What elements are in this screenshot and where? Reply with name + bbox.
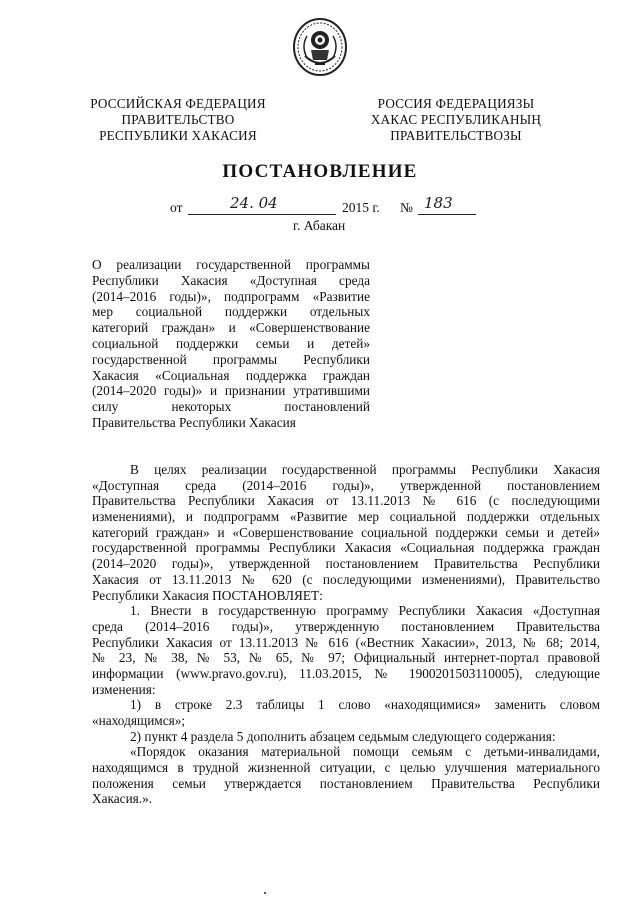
body-line: положения семьи утверждается постановлением Правительства Республики (92, 775, 600, 791)
body-line: Республики Хакасия от 13.11.2013 № 616 («Вестник Хакасии», 2013, № 68; 2014, (92, 634, 600, 650)
number-label: № (400, 200, 413, 215)
body-line: среда (2014–2016 годы)», утвержденную постановлением Правительства (92, 618, 600, 634)
subject-line: О реализации государственной программы (92, 257, 370, 272)
subject-line: социальной поддержки семьи и детей» (92, 335, 370, 351)
header-left-line: РЕСПУБЛИКИ ХАКАСИЯ (99, 128, 257, 143)
document-title: ПОСТАНОВЛЕНИЕ (222, 161, 418, 182)
body-line: государственной программы Республики Хакасия «Социальная поддержка граждан (92, 540, 600, 556)
body-text (92, 462, 600, 807)
header-left-line: ПРАВИТЕЛЬСТВО (121, 112, 235, 127)
body-line: изменения: (92, 681, 156, 697)
subject-line: Хакасия «Социальная поддержка граждан (92, 367, 370, 383)
body-line: «Доступная среда (2014–2016 годы)», утвержденной постановлением (92, 477, 600, 493)
body-line: Республики Хакасия ПОСТАНОВЛЯЕТ: (92, 587, 323, 603)
handwritten-date: 24. 04 (230, 194, 278, 212)
subject-line: Республики Хакасия «Доступная среда (92, 272, 370, 288)
date-from-label: от (170, 200, 183, 215)
subject-block (92, 257, 370, 431)
subject-line: Правительства Республики Хакасия (92, 414, 296, 430)
scan-speck (264, 892, 266, 894)
subject-line: категорий граждан» и «Совершенствование (92, 320, 370, 336)
subject-line: (2014–2016 годы)», подпрограмм «Развитие (92, 288, 370, 304)
header-right (336, 96, 576, 144)
body-line: Хакасия.». (92, 791, 153, 807)
body-line: Правительства Республики Хакасия от 13.11.2013 № 616 (с последующими (92, 493, 600, 509)
body-line: 2) пункт 4 раздела 5 дополнить абзацем седьмым следующего содержания: (130, 728, 556, 744)
header-right-line: ПРАВИТЕЛЬСТВОЗЫ (390, 128, 522, 143)
dateline (170, 194, 500, 218)
subject-line: государственной программы Республики (92, 351, 370, 367)
body-line: 1) в строке 2.3 таблицы 1 слово «находящимися» заменить словом (130, 697, 600, 713)
subject-line: силу некоторых постановлений (92, 399, 370, 415)
body-line: «Порядок оказания материальной помощи семьям с детьми-инвалидами, (130, 744, 600, 760)
body-line: Хакасия от 13.11.2013 № 620 (с последующими изменениями), Правительство (92, 571, 600, 587)
body-line: категорий граждан» и «Совершенствование социальной поддержки семьи и детей» (92, 524, 600, 540)
subject-line: (2014–2020 годы)» и признании утратившими (92, 383, 370, 399)
body-line: 1. Внести в государственную программу Республики Хакасия «Доступная (130, 603, 600, 619)
body-line: изменениями), и подпрограмм «Развитие мер социальной поддержки отдельных (92, 509, 600, 525)
subject-line: мер социальной поддержки отдельных (92, 304, 370, 320)
body-line: (2014–2020 годы)», утвержденной постановлением Правительства Республики (92, 556, 600, 572)
header-left-line: РОССИЙСКАЯ ФЕДЕРАЦИЯ (90, 96, 266, 111)
date-year: 2015 г. (342, 200, 380, 215)
body-line: № 23, № 38, № 53, № 65, № 97; Официальный интернет-портал правовой (92, 650, 600, 666)
handwritten-number: 183 (424, 194, 453, 212)
city: г. Абакан (293, 218, 346, 233)
body-line: В целях реализации государственной программы Республики Хакасия (130, 462, 600, 477)
header-right-line: ХАКАС РЕСПУБЛИКАНЫҢ (370, 112, 542, 127)
header-left (58, 96, 298, 144)
body-line: информации (www.pravo.gov.ru), 11.03.2015, № 1900201503110005), следующие (92, 665, 600, 681)
body-line: находящимся в трудной жизненной ситуации, с целью улучшения материального (92, 760, 600, 776)
coat-of-arms-icon (291, 16, 349, 78)
body-line: «находящимся»; (92, 713, 186, 728)
header-right-line: РОССИЯ ФЕДЕРАЦИЯЗЫ (377, 96, 535, 111)
